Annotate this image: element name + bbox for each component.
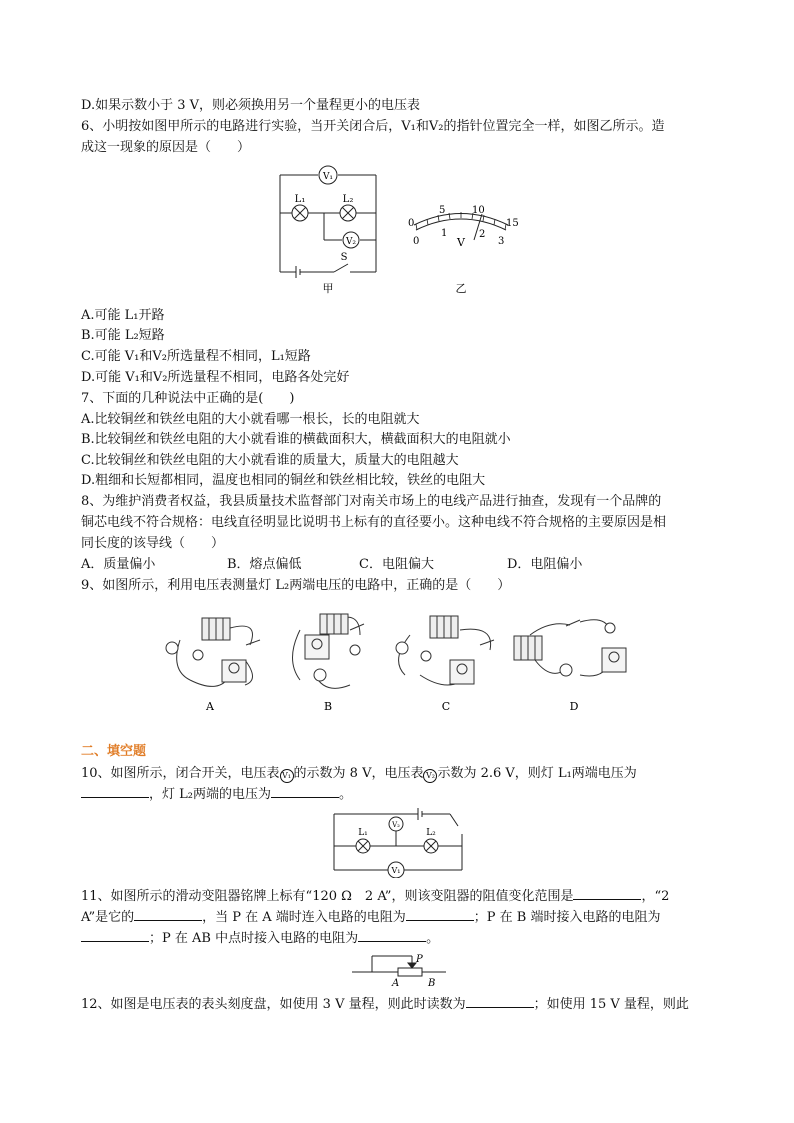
q10-figure bbox=[330, 806, 470, 878]
yi-upper-15: 15 bbox=[506, 218, 519, 229]
q10-text-b: 的示数为 8 V，电压表 bbox=[293, 766, 424, 781]
yi-unit: V bbox=[457, 236, 465, 249]
q10-line1 bbox=[81, 764, 637, 784]
q11-blank-2[interactable] bbox=[134, 908, 202, 921]
q11-line3 bbox=[81, 929, 439, 949]
q10-voltmeter-v2: V₂ bbox=[423, 769, 437, 783]
q8-stem-line3: 同长度的该导线（ ） bbox=[81, 536, 225, 551]
q10-text-d: ，灯 L₂两端的电压为 bbox=[149, 787, 271, 802]
q9-label-b: B bbox=[323, 700, 333, 713]
q7-option-a: A.比较铜丝和铁丝电阻的大小就看哪一根长，长的电阻就大 bbox=[81, 412, 420, 427]
q11-text-b: ，“2 bbox=[641, 889, 670, 904]
jia-label-l2: L₂ bbox=[342, 194, 354, 205]
yi-caption: 乙 bbox=[455, 282, 467, 295]
q6-figure-jia bbox=[272, 160, 392, 295]
q11-fig-p: P bbox=[416, 954, 423, 965]
q11-line2 bbox=[81, 908, 661, 928]
q12-text-a: 12、如图是电压表的表头刻度盘，如使用 3 V 量程，则此时读数为 bbox=[81, 997, 466, 1012]
q9-panel-b bbox=[293, 614, 365, 688]
q11-figure bbox=[350, 950, 450, 990]
q10-blank-1[interactable] bbox=[81, 785, 149, 798]
q9-label-c: C bbox=[441, 700, 451, 713]
q11-blank-5[interactable] bbox=[358, 929, 426, 942]
q10-fig-v1: V₁ bbox=[391, 866, 401, 875]
q10-text-c: 示数为 2.6 V，则灯 L₁两端电压为 bbox=[437, 766, 637, 781]
q7-option-c: C.比较铜丝和铁丝电阻的大小就看谁的质量大，质量大的电阻越大 bbox=[81, 453, 459, 468]
q6-stem-line1: 6、小明按如图甲所示的电路进行实验，当开关闭合后，V₁和V₂的指针位置完全一样，如图乙所示。造 bbox=[81, 119, 665, 134]
jia-label-v1: V₁ bbox=[322, 172, 334, 182]
q12-blank-1[interactable] bbox=[466, 995, 534, 1008]
yi-lower-1: 1 bbox=[441, 228, 448, 239]
q11-text-c: A”是它的 bbox=[81, 910, 135, 925]
jia-caption: 甲 bbox=[322, 282, 334, 295]
q11-fig-a: A bbox=[392, 978, 400, 989]
q11-fig-b: B bbox=[428, 978, 436, 989]
q11-text-g: 。 bbox=[426, 931, 440, 946]
q10-fig-l2: L₂ bbox=[426, 828, 436, 838]
q6-option-d: D.可能 V₁和V₂所选量程不相同，电路各处完好 bbox=[81, 370, 350, 385]
q7-option-d: D.粗细和长短都相同，温度也相同的铜丝和铁丝相比较，铁丝的电阻大 bbox=[81, 473, 486, 488]
q9-label-d: D bbox=[569, 700, 579, 713]
section-fill-in-title: 二、填空题 bbox=[81, 744, 147, 759]
q8-option-b: B．熔点偏低 bbox=[227, 557, 302, 572]
q11-line1 bbox=[81, 887, 669, 907]
q10-line2 bbox=[81, 785, 352, 805]
q11-blank-4[interactable] bbox=[81, 929, 149, 942]
yi-upper-5: 5 bbox=[439, 205, 446, 216]
q6-figure-yi bbox=[396, 196, 526, 296]
q6-stem-line2: 成这一现象的原因是（ ） bbox=[81, 140, 251, 155]
q11-text-f: ；P 在 AB 中点时接入电路的电阻为 bbox=[149, 931, 359, 946]
q8-stem-line2: 铜芯电线不符合规格：电线直径明显比说明书上标有的直径要小。这种电线不符合规格的主要原因是相 bbox=[81, 515, 667, 530]
q10-voltmeter-v1: V₁ bbox=[280, 769, 294, 783]
q10-fig-l1: L₁ bbox=[358, 828, 368, 838]
yi-upper-10: 10 bbox=[472, 205, 485, 216]
q11-text-d: ，当 P 在 A 端时连入电路的电阻为 bbox=[202, 910, 406, 925]
q9-label-a: A bbox=[206, 700, 214, 713]
q12-line1 bbox=[81, 995, 689, 1015]
yi-lower-3: 3 bbox=[498, 236, 505, 247]
q10-blank-2[interactable] bbox=[271, 785, 339, 798]
q10-fig-v2: V₂ bbox=[392, 821, 400, 829]
q7-stem: 7、下面的几种说法中正确的是( ) bbox=[81, 391, 295, 406]
q11-blank-1[interactable] bbox=[573, 887, 641, 900]
q6-option-c: C.可能 V₁和V₂所选量程不相同，L₁短路 bbox=[81, 349, 311, 364]
q9-panel-d bbox=[514, 620, 626, 676]
q8-stem-line1: 8、为维护消费者权益，我县质量技术监督部门对南关市场上的电线产品进行抽查，发现有一个品牌的 bbox=[81, 494, 662, 509]
q10-text-e: 。 bbox=[338, 787, 352, 802]
q7-option-b: B.比较铜丝和铁丝电阻的大小就看谁的横截面积大，横截面积大的电阻就小 bbox=[81, 432, 511, 447]
q9-figure bbox=[150, 600, 650, 718]
q11-text-a: 11、如图所示的滑动变阻器铭牌上标有“120 Ω 2 A”，则该变阻器的阻值变化范围是 bbox=[81, 889, 574, 904]
yi-upper-0: 0 bbox=[408, 218, 415, 229]
yi-lower-0: 0 bbox=[413, 236, 420, 247]
q6-option-a: A.可能 L₁开路 bbox=[81, 308, 165, 323]
jia-label-s: S bbox=[340, 252, 348, 263]
q10-text-a: 10、如图所示，闭合开关，电压表 bbox=[81, 766, 280, 781]
q11-text-e: ；P 在 B 端时接入电路的电阻为 bbox=[473, 910, 661, 925]
jia-label-l1: L₁ bbox=[294, 194, 306, 205]
q5-option-d: D.如果示数小于 3 V，则必须换用另一个量程更小的电压表 bbox=[81, 98, 421, 113]
q9-stem: 9、如图所示，利用电压表测量灯 L₂两端电压的电路中，正确的是（ ） bbox=[81, 578, 511, 593]
q8-option-a: A．质量偏小 bbox=[81, 557, 156, 572]
q11-blank-3[interactable] bbox=[406, 908, 474, 921]
q6-option-b: B.可能 L₂短路 bbox=[81, 328, 165, 343]
jia-label-v2: V₂ bbox=[345, 237, 357, 247]
q8-option-d: D．电阻偏小 bbox=[507, 557, 583, 572]
yi-lower-2: 2 bbox=[479, 229, 486, 240]
q9-panel-c bbox=[396, 616, 494, 685]
q8-option-c: C．电阻偏大 bbox=[359, 557, 434, 572]
q12-text-b: ；如使用 15 V 量程，则此 bbox=[533, 997, 689, 1012]
q9-panel-a bbox=[166, 618, 260, 686]
q8-options bbox=[81, 555, 582, 575]
